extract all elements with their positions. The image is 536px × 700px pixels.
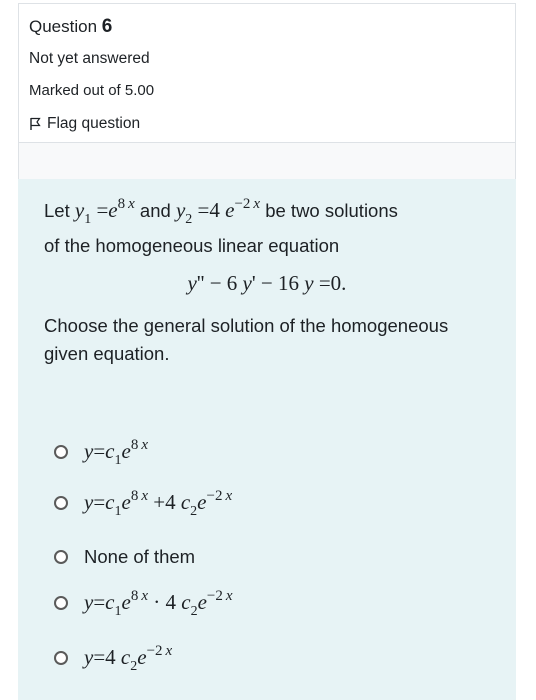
prompt-line-4: given equation. <box>44 343 170 364</box>
option-1-math: $y=c_1e^8$ $^x$ <box>84 437 148 468</box>
option-1-radio[interactable] <box>54 445 68 459</box>
option-1[interactable] <box>54 437 148 468</box>
option-2-math: $y=c_1e^8$ $^x$ +4 $c_2e^{-2 x}$ <box>84 488 233 519</box>
option-5-radio[interactable] <box>54 651 68 665</box>
prompt-let: Let <box>44 200 70 221</box>
option-4[interactable] <box>54 588 233 619</box>
option-5[interactable] <box>54 643 173 674</box>
question-info-box <box>18 3 516 143</box>
flag-question-link[interactable] <box>29 115 140 133</box>
info-strip <box>18 143 516 179</box>
option-5-math: y=4 $c_2e^{-2 x}$ <box>84 643 173 674</box>
option-3-label: None of them <box>84 546 196 567</box>
question-state: Not yet answered <box>29 50 150 67</box>
math-y2-def: $y_2 =4$ $e^{-2 x}$ <box>175 196 261 227</box>
option-3[interactable] <box>54 546 195 568</box>
prompt-line-3: Choose the general solution of the homogeneous <box>44 315 449 336</box>
math-ode: y'' − 6 y' − 16 y =0. <box>187 271 347 295</box>
question-title <box>29 16 112 38</box>
option-4-radio[interactable] <box>54 596 68 610</box>
prompt-rest: be two solutions <box>265 200 398 221</box>
flag-question-label: Flag question <box>47 115 141 132</box>
question-content <box>18 179 516 700</box>
option-2-radio[interactable] <box>54 496 68 510</box>
option-4-math: $y=c_1e^8$ $^x$ · 4 $c_2e^{-2 x}$ <box>84 588 233 619</box>
question-number: 6 <box>101 16 113 37</box>
option-2[interactable] <box>54 488 233 519</box>
prompt-line-1 <box>44 196 398 227</box>
question-grade: Marked out of 5.00 <box>29 82 155 99</box>
flag-icon <box>29 117 41 131</box>
question-label: Question <box>29 17 98 36</box>
option-3-radio[interactable] <box>54 550 68 564</box>
prompt-and: and <box>139 200 171 221</box>
prompt-line-2: of the homogeneous linear equation <box>44 235 340 256</box>
math-y1-def: $y_1 =e^8$ $^x$ <box>74 196 135 227</box>
